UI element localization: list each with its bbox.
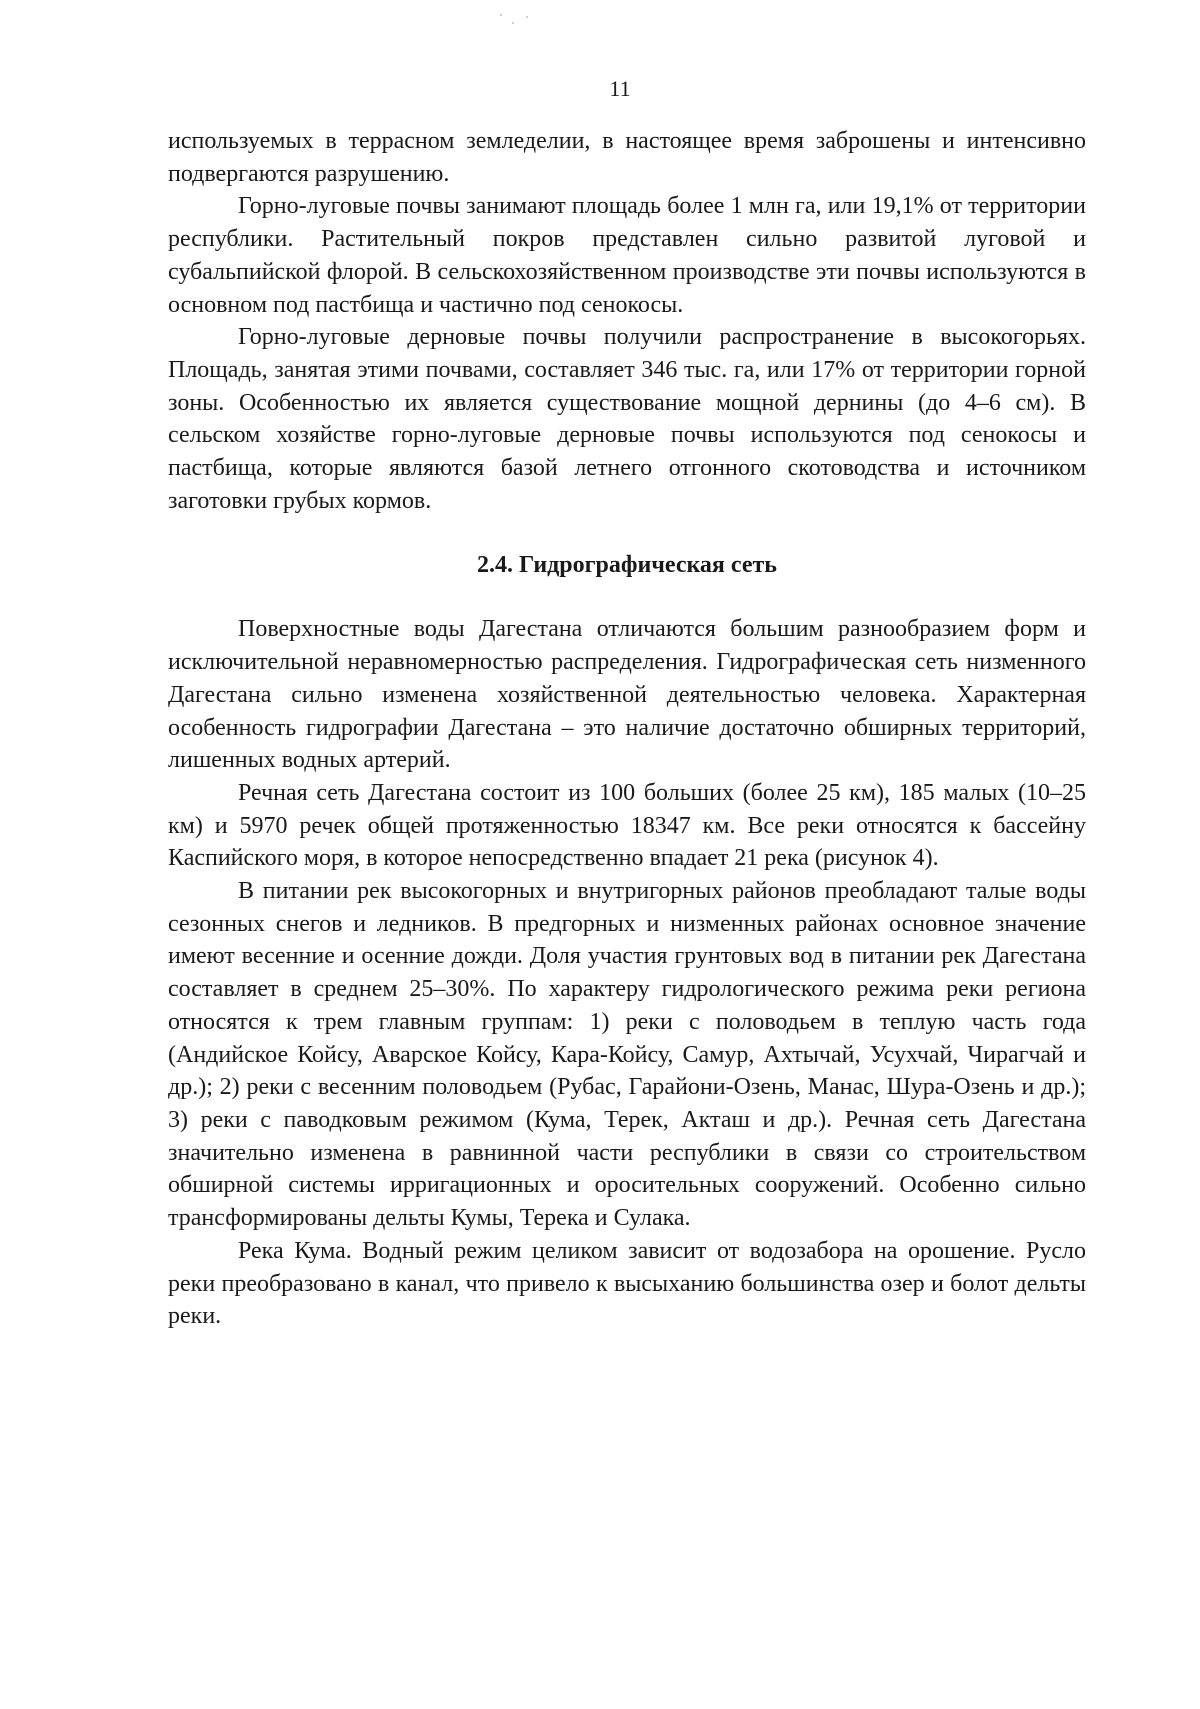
paragraph: Поверхностные воды Дагестана отличаются большим разнообразием форм и исключительной неравномерностью распределения. Гидрографическая сеть низменного Дагестана сильно изменена хозяйственной деятельностью человека. Характерная особенность гидрографии Дагестана – это наличие достаточно обширных территорий, лишенных водных артерий. — [168, 616, 1086, 774]
page-number: 11 — [609, 76, 631, 101]
paragraph: используемых в террасном земледелии, в настоящее время заброшены и интенсивно подвергаются разрушению. — [168, 128, 1086, 187]
section-heading: 2.4. Гидрографическая сеть — [476, 552, 777, 579]
paragraph: Горно-луговые дерновые почвы получили распространение в высокогорьях. Площадь, занятая этими почвами, составляет 346 тыс. га, или 17% от территории горной зоны. Особенностью их является существование мощной дернины (до 4–6 см). В сельском хозяйстве горно-луговые дерновые почвы используются под сенокосы и пастбища, которые являются базой летнего отгонного скотоводства и источником заготовки грубых кормов. — [168, 324, 1086, 514]
scan-speck — [500, 14, 502, 16]
paragraph: Горно-луговые почвы занимают площадь более 1 млн га, или 19,1% от территории республики. Растительный покров представлен сильно развитой луговой и субальпийской флорой. В сельскохозяйственном производстве эти почвы используются в основном под пастбища и частично под сенокосы. — [168, 193, 1086, 318]
scan-speck — [512, 22, 514, 24]
scan-speck — [526, 16, 528, 18]
paragraph: В питании рек высокогорных и внутригорных районов преобладают талые воды сезонных снегов и ледников. В предгорных и низменных районах основное значение имеют весенние и осенние дожди. Доля участия грунтовых вод в питании рек Дагестана составляет в среднем 25–30%. По характеру гидрологического режима реки региона относятся к трем главным группам: 1) реки с половодьем в теплую часть года (Андийское Койсу, Аварское Койсу, Кара-Койсу, Самур, Ахтычай, Усухчай, Чирагчай и др.); 2) реки с весенним половодьем (Рубас, Гарайони-Озень, Манас, Шура-Озень и др.); 3) реки с паводковым режимом (Кума, Терек, Акташ и др.). Речная сеть Дагестана значительно изменена в равнинной части республики в связи со строительством обширной системы ирригационных и оросительных сооружений. Особенно сильно трансформированы дельты Кумы, Терека и Сулака. — [168, 878, 1086, 1232]
paragraph: Река Кума. Водный режим целиком зависит от водозабора на орошение. Русло реки преобразовано в канал, что привело к высыханию большинства озер и болот дельты реки. — [168, 1237, 1086, 1330]
paragraph: Речная сеть Дагестана состоит из 100 больших (более 25 км), 185 малых (10–25 км) и 5970 речек общей протяженностью 18347 км. Все реки относятся к бассейну Каспийского моря, в которое непосредственно впадает 21 река (рисунок 4). — [168, 779, 1086, 872]
page-body — [168, 125, 1086, 1333]
